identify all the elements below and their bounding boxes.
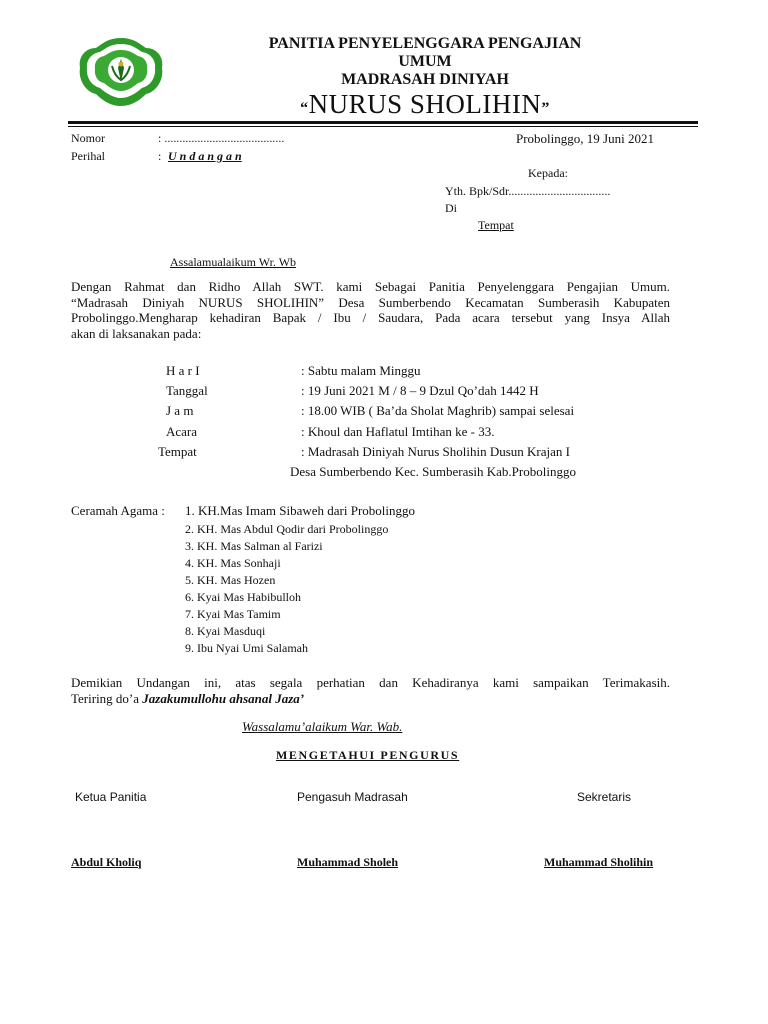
speaker-item: 6. Kyai Mas Habibulloh (185, 590, 301, 604)
signature-role-ketua: Ketua Panitia (75, 790, 147, 804)
greeting: Assalamualaikum Wr. Wb (170, 255, 297, 269)
closing-line-2 (71, 691, 670, 707)
nomor-label: Nomor (71, 131, 105, 145)
closing-bold: Jazakumullohu ahsanal Jaza’ (142, 690, 305, 706)
header-rule-thick (68, 121, 698, 124)
speaker-item: 1. KH.Mas Imam Sibaweh dari Probolinggo (185, 503, 416, 518)
quote-open: “ (300, 100, 309, 117)
intro-paragraph (71, 279, 670, 341)
kepada-label: Kepada: (528, 166, 568, 180)
detail-label-tanggal: Tanggal (166, 383, 208, 398)
header-title (200, 89, 650, 120)
header-line-3: MADRASAH DINIYAH (341, 71, 509, 88)
speaker-item: 7. Kyai Mas Tamim (185, 607, 281, 621)
closing-paragraph (71, 675, 670, 706)
signature-name-sekretaris: Muhammad Sholihin (544, 855, 654, 869)
perihal-colon: : (158, 149, 162, 163)
detail-value-tempat: : Madrasah Diniyah Nurus Sholihin Dusun Krajan I (301, 444, 570, 459)
intro-line: “Madrasah Diniyah NURUS SHOLIHIN” Desa Sumberbendo Kecamatan Sumberasih Kabupaten (71, 294, 670, 310)
signature-name-pengasuh: Muhammad Sholeh (297, 855, 399, 869)
signature-role-sekretaris: Sekretaris (577, 790, 632, 804)
speaker-item: 5. KH. Mas Hozen (185, 573, 276, 587)
speaker-item: 8. Kyai Masduqi (185, 624, 266, 638)
signature-name-ketua: Abdul Kholiq (71, 855, 142, 869)
tempat-label: Tempat (478, 218, 514, 232)
madrasah-emblem-icon (76, 36, 166, 108)
mengetahui-heading: MENGETAHUI PENGURUS (276, 748, 460, 762)
yth-line: Yth. Bpk/Sdr.................................. (445, 184, 611, 198)
speakers-label: Ceramah Agama : (71, 503, 165, 518)
detail-label-hari: H a r I (166, 363, 200, 378)
perihal-label: Perihal (71, 149, 105, 163)
wassalam: Wassalamu’alaikum War. Wab. (242, 719, 403, 734)
detail-value-acara: : Khoul dan Haflatul Imtihan ke - 33. (301, 424, 495, 439)
intro-line: akan di laksanakan pada: (71, 325, 202, 341)
detail-label-tempat: Tempat (158, 444, 197, 459)
speaker-item: 3. KH. Mas Salman al Farizi (185, 539, 323, 553)
di-label: Di (445, 201, 457, 215)
signature-role-pengasuh: Pengasuh Madrasah (297, 790, 408, 804)
intro-line: Dengan Rahmat dan Ridho Allah SWT. kami Sebagai Panitia Penyelenggara Pengajian Umum. (71, 279, 670, 294)
speaker-item: 4. KH. Mas Sonhaji (185, 556, 281, 570)
header-line-2: UMUM (398, 53, 452, 70)
place-date: Probolinggo, 19 Juni 2021 (516, 131, 654, 146)
speaker-item: 9. Ibu Nyai Umi Salamah (185, 641, 308, 655)
header-name: NURUS SHOLIHIN (308, 89, 542, 119)
nomor-value: : ........................................ (158, 131, 285, 145)
perihal-value: U n d a n g a n (168, 149, 242, 163)
detail-label-acara: Acara (166, 424, 198, 439)
closing-prefix: Teriring do’a (71, 690, 143, 706)
intro-line: Probolinggo.Mengharap kehadiran Bapak / Ibu / Saudara, Pada acara tersebut yang Insya Allah (71, 310, 670, 325)
header-rule-thin (68, 126, 698, 127)
detail-value-jam: : 18.00 WIB ( Ba’da Sholat Maghrib) sampai selesai (301, 403, 575, 418)
detail-label-jam: J a m (166, 403, 194, 418)
quote-close: ” (541, 100, 550, 117)
detail-value-hari: : Sabtu malam Minggu (301, 363, 421, 378)
speaker-item: 2. KH. Mas Abdul Qodir dari Probolinggo (185, 522, 389, 536)
detail-value-tempat-2: Desa Sumberbendo Kec. Sumberasih Kab.Probolinggo (290, 464, 576, 479)
header-line-1: PANITIA PENYELENGGARA PENGAJIAN (268, 35, 582, 52)
closing-line-1: Demikian Undangan ini, atas segala perhatian dan Kehadiranya kami sampaikan Terimakasih. (71, 675, 670, 690)
detail-value-tanggal: : 19 Juni 2021 M / 8 – 9 Dzul Qo’dah 1442 H (301, 383, 539, 398)
